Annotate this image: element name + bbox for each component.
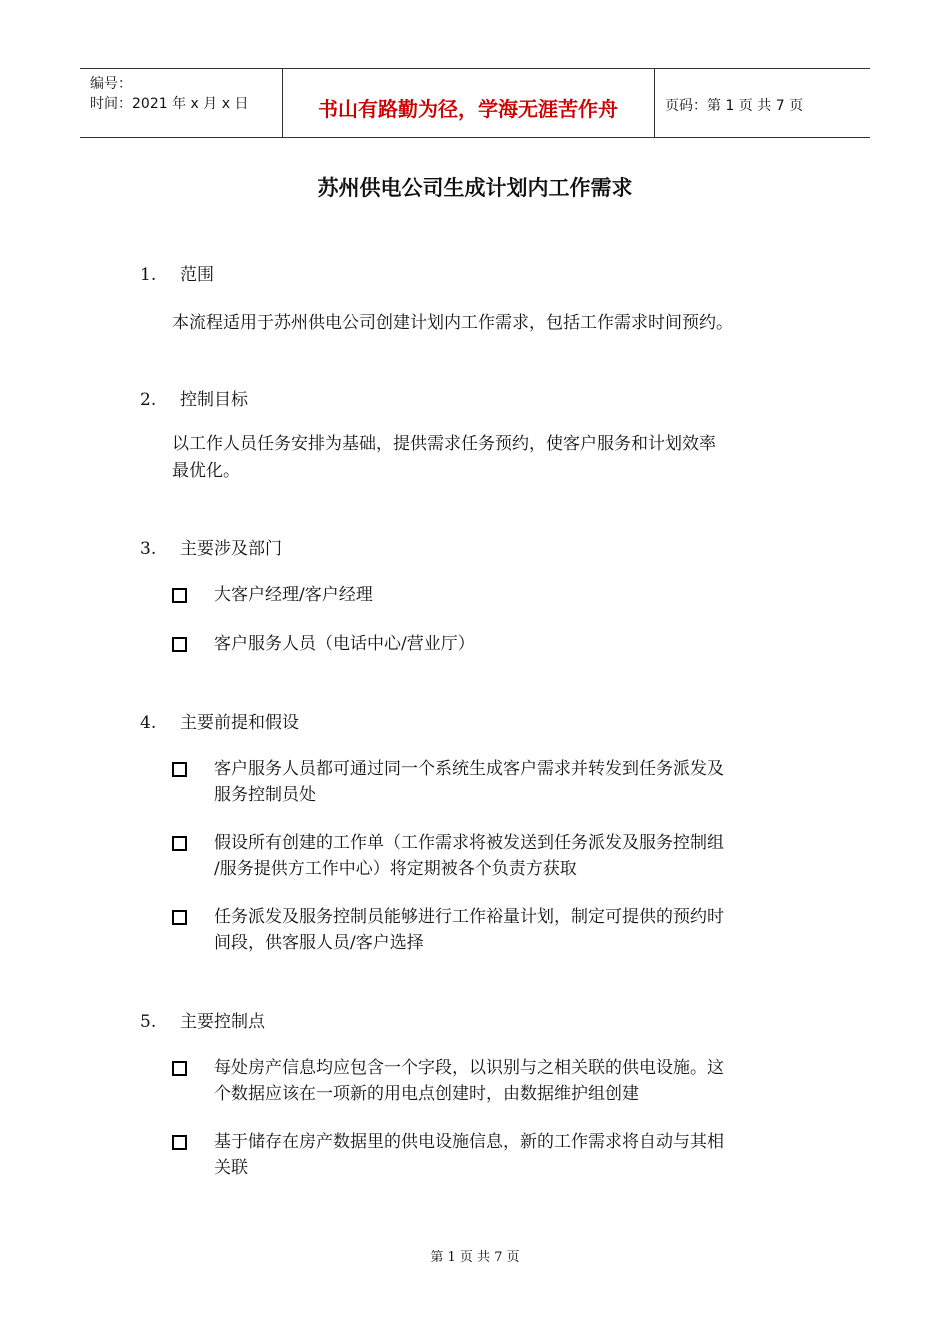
checkbox-bullet-icon bbox=[172, 762, 187, 777]
list-item-text bbox=[214, 904, 854, 956]
list-item-line: 服务控制员处 bbox=[214, 785, 316, 805]
list-item-line: /服务提供方工作中心）将定期被各个负责方获取 bbox=[214, 859, 577, 879]
section-paragraph: 本流程适用于苏州供电公司创建计划内工作需求，包括工作需求时间预约。 bbox=[172, 313, 733, 333]
section-title: 主要控制点 bbox=[180, 1012, 265, 1032]
section-number: 5. bbox=[140, 1012, 157, 1032]
checkbox-bullet-icon bbox=[172, 1135, 187, 1150]
list-item-text bbox=[214, 830, 854, 882]
list-item-line: 客户服务人员都可通过同一个系统生成客户需求并转发到任务派发及 bbox=[214, 759, 724, 779]
section-title: 主要涉及部门 bbox=[180, 539, 282, 559]
page-header bbox=[80, 68, 870, 138]
list-item-line: 任务派发及服务控制员能够进行工作裕量计划，制定可提供的预约时 bbox=[214, 907, 724, 927]
section-title: 范围 bbox=[180, 265, 214, 285]
list-item-text: 客户服务人员（电话中心/营业厅） bbox=[214, 634, 475, 654]
list-item-text bbox=[214, 1129, 854, 1181]
paragraph-line: 以工作人员任务安排为基础，提供需求任务预约，使客户服务和计划效率 bbox=[172, 434, 716, 454]
document-time-label: 时间：2021 年 x 月 x 日 bbox=[90, 96, 249, 112]
list-item-line: 个数据应该在一项新的用电点创建时，由数据维护组创建 bbox=[214, 1084, 639, 1104]
list-item-text bbox=[214, 756, 854, 808]
section-number: 3. bbox=[140, 539, 157, 559]
section-number: 1. bbox=[140, 265, 157, 285]
paragraph-line: 最优化。 bbox=[172, 461, 240, 481]
header-motto-cell bbox=[282, 69, 655, 137]
header-meta-cell bbox=[80, 69, 283, 137]
list-item-line: 关联 bbox=[214, 1158, 248, 1178]
section-title: 主要前提和假设 bbox=[180, 713, 299, 733]
list-item-line: 每处房产信息均应包含一个字段，以识别与之相关联的供电设施。这 bbox=[214, 1058, 724, 1078]
list-item-text bbox=[214, 1055, 854, 1107]
section-heading-departments bbox=[140, 534, 282, 559]
section-heading-objective bbox=[140, 385, 248, 410]
section-heading-assumptions bbox=[140, 708, 299, 733]
section-heading-control-points bbox=[140, 1007, 265, 1032]
checkbox-bullet-icon bbox=[172, 588, 187, 603]
document-title: 苏州供电公司生成计划内工作需求 bbox=[317, 176, 633, 200]
header-page-cell bbox=[655, 69, 870, 137]
section-number: 4. bbox=[140, 713, 157, 733]
list-item-line: 间段，供客服人员/客户选择 bbox=[214, 933, 424, 953]
list-item-line: 基于储存在房产数据里的供电设施信息，新的工作需求将自动与其相 bbox=[214, 1132, 724, 1152]
header-page-info: 页码：第 1 页 共 7 页 bbox=[665, 98, 804, 114]
list-item-text: 大客户经理/客户经理 bbox=[214, 585, 373, 605]
checkbox-bullet-icon bbox=[172, 1061, 187, 1076]
section-number: 2. bbox=[140, 390, 157, 410]
section-paragraph bbox=[172, 431, 852, 485]
section-title: 控制目标 bbox=[180, 390, 248, 410]
checkbox-bullet-icon bbox=[172, 910, 187, 925]
checkbox-bullet-icon bbox=[172, 637, 187, 652]
page-footer: 第 1 页 共 7 页 bbox=[430, 1250, 520, 1265]
header-motto: 书山有路勤为径，学海无涯苦作舟 bbox=[318, 97, 618, 121]
list-item-line: 假设所有创建的工作单（工作需求将被发送到任务派发及服务控制组 bbox=[214, 833, 724, 853]
document-number-label: 编号： bbox=[90, 76, 132, 92]
section-heading-scope bbox=[140, 260, 214, 285]
checkbox-bullet-icon bbox=[172, 836, 187, 851]
